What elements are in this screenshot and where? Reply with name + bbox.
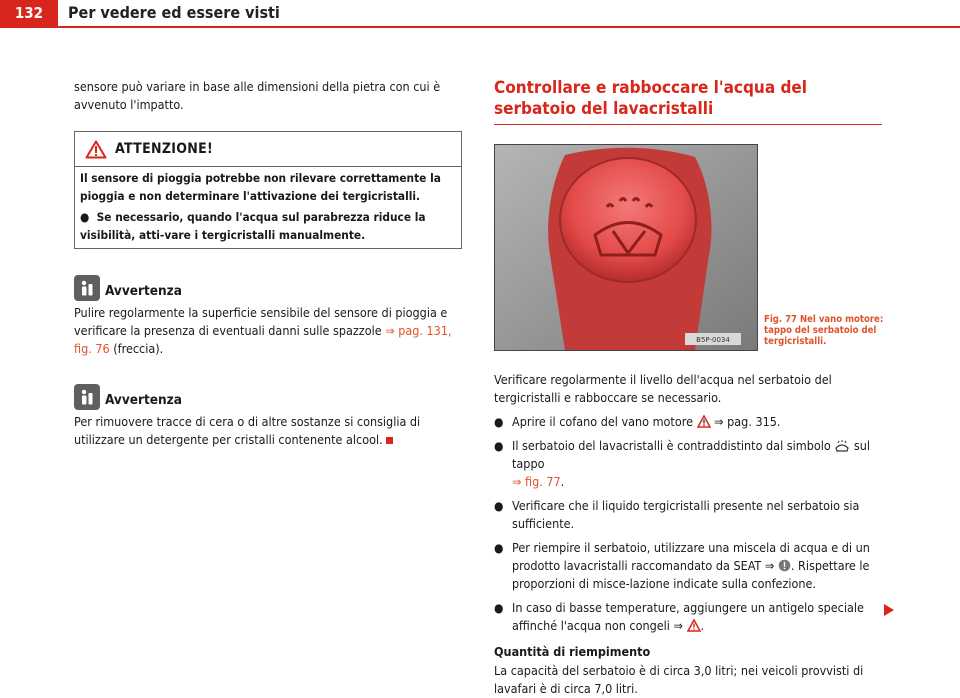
note-block-1 [74,273,462,358]
washer-symbol-icon [834,440,850,452]
list-item [494,599,884,635]
list-item-text: Verificare che il liquido tergicristalli presente nel serbatoio sia sufficiente. [512,498,860,531]
right-intro-paragraph: Verificare regolarmente il livello dell'acqua nel serbatoio del tergicristalli e rabboccare se necessario. [494,372,832,405]
note-text-1-tail: (freccia). [113,341,164,356]
running-title: Per vedere ed essere visti [68,3,280,22]
warning-text: Il sensore di pioggia potrebbe non rilevare correttamente la pioggia e non determinare l'attivazione dei tergicristalli. [80,171,441,203]
warning-body [75,167,461,248]
intro-paragraph: sensore può variare in base alle dimensioni della pietra con cui è avvenuto l'impatto. [74,79,441,112]
note-block-2 [74,382,462,449]
page-reference-link[interactable]: ⇒ pag. 315. [714,414,781,429]
note-info-icon [74,384,100,410]
warning-bullet-text: Se necessario, quando l'acqua sul parabrezza riduce la visibilità, atti-vare i tergicristalli manualmente. [80,210,426,242]
note-title-1: Avvertenza [105,283,182,299]
warning-box [74,131,462,249]
bullet-dot-icon: ● [494,541,504,555]
section-title: Controllare e rabboccare l'acqua del serbatoio del lavacristalli [494,78,808,119]
header-rule [0,26,960,28]
list-item: ● Il serbatoio del lavacristalli è contraddistinto dal simbolo sul tappo ⇒ fig. 77. [494,438,871,489]
continue-arrow-icon [883,604,895,616]
quantity-text: La capacità del serbatoio è di circa 3,0 litri; nei veicoli provvisti di lavafari è di circa 7,0 litri. [494,663,864,696]
note-title-2: Avvertenza [105,392,182,408]
warning-title: ATTENZIONE! [115,141,214,157]
quantity-heading: Quantità di riempimento [494,644,651,659]
figure-area [494,144,884,352]
section-end-marker [386,437,393,444]
figure-reference-link[interactable]: ⇒ fig. 77 [512,474,561,489]
list-item-text-tail: . [700,618,705,633]
note-info-icon [74,275,100,301]
list-item-text: Per riempire il serbatoio, utilizzare una miscela di acqua e di un prodotto lavacristalli raccomandato da SEAT ⇒ [512,540,870,573]
warning-header [75,132,461,167]
section-rule [494,124,882,125]
note-text-2-main: Per rimuovere tracce di cera o di altre sostanze si consiglia di utilizzare un detergente per cristalli contenente alcool. [74,414,421,447]
note-header-1 [74,273,462,301]
warning-bullet [80,209,456,244]
washer-cap-figure [494,144,758,351]
page-number: 132 [0,0,58,26]
bullet-dot-icon: ● [80,210,97,224]
caution-circle-icon[interactable] [778,559,791,572]
list-item [494,497,884,533]
note-text-1 [74,304,462,358]
right-column [494,78,884,698]
warning-triangle-icon [85,140,107,159]
washer-reservoir-cap-image [495,145,757,350]
note-header-2 [74,382,462,410]
page-reference-link[interactable]: ⇒ pag. 131, fig. 76 [74,323,452,356]
bullet-dot-icon: ● [494,499,504,513]
left-column [74,78,462,449]
note-text-2 [74,413,462,449]
list-item [494,539,884,593]
list-item-text: Aprire il cofano del vano motore [512,414,693,429]
list-item-text-tail: sul tappo [512,438,871,471]
instruction-list [494,413,884,635]
warning-triangle-link-icon[interactable] [687,619,701,632]
bullet-dot-icon: ● [494,601,504,615]
figure-code: B5P-0034 [696,336,730,344]
bullet-dot-icon: ● [494,415,504,429]
list-item-text: Il serbatoio del lavacristalli è contraddistinto dal simbolo [512,438,831,453]
figure-caption: Fig. 77 Nel vano motore: tappo del serbatoio del tergicristalli. [764,314,884,347]
list-item-text-tail: . Rispettare le proporzioni di misce-lazione indicate sulla confezione. [512,558,870,591]
bullet-dot-icon: ● [494,439,504,453]
list-item [494,413,884,431]
list-item-text: In caso di basse temperature, aggiungere un antigelo speciale affinché l'acqua non congeli ⇒ [512,600,864,633]
note-text-1-main: Pulire regolarmente la superficie sensibile del sensore di pioggia e verificare la presenza di eventuali danni sulle spazzole [74,305,448,338]
warning-triangle-icon [697,415,711,428]
